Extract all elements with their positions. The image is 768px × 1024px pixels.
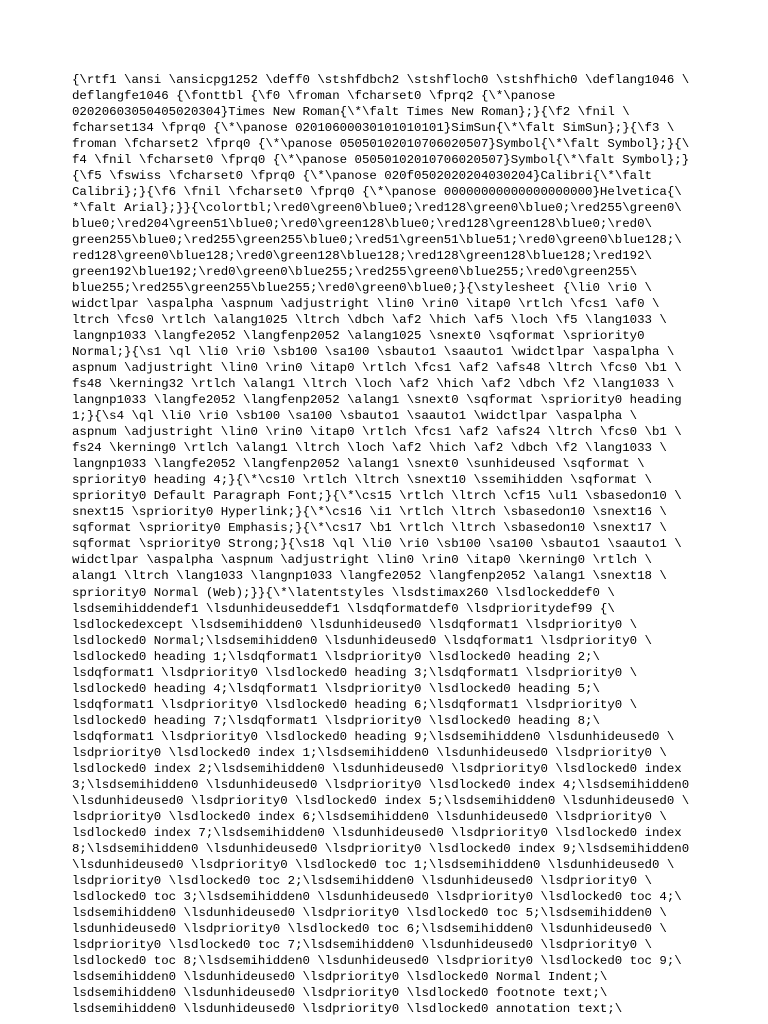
text-line: lsdlocked0 Normal;\lsdsemihidden0 \lsdunhideused0 \lsdqformat1 \lsdpriority0 \ [72, 633, 652, 648]
text-line: lsdlocked0 index 7;\lsdsemihidden0 \lsdunhideused0 \lsdpriority0 \lsdlocked0 index [72, 825, 682, 840]
text-line: aspnum \adjustright \lin0 \rin0 \itap0 \rtlch \fcs1 \af2 \afs48 \ltrch \fcs0 \b1 \ [72, 361, 682, 376]
text-line: lsdsemihidden0 \lsdunhideused0 \lsdpriority0 \lsdlocked0 footnote text;\ [72, 985, 608, 1000]
text-line: sqformat \spriority0 Strong;}{\s18 \ql \li0 \ri0 \sb100 \sa100 \sbauto1 \saauto1 \ [72, 537, 682, 552]
text-line: lsdlocked0 heading 7;\lsdqformat1 \lsdpriority0 \lsdlocked0 heading 8;\ [72, 713, 600, 728]
text-line: green255\blue0;\red255\green255\blue0;\red51\green51\blue51;\red0\green0\blue128;\ [72, 233, 682, 248]
text-line: lsdsemihidden0 \lsdunhideused0 \lsdpriority0 \lsdlocked0 Normal Indent;\ [72, 969, 608, 984]
text-line: \lsdunhideused0 \lsdpriority0 \lsdlocked0 toc 1;\lsdsemihidden0 \lsdunhideused0 \ [72, 857, 675, 872]
text-line: fs48 \kerning32 \rtlch \alang1 \ltrch \loch \af2 \hich \af2 \dbch \f2 \lang1033 \ [72, 377, 675, 392]
text-line: blue0;\red204\green51\blue0;\red0\green128\blue0;\red128\green128\blue0;\red0\ [72, 217, 652, 232]
text-line: 3;\lsdsemihidden0 \lsdunhideused0 \lsdpriority0 \lsdlocked0 index 4;\lsdsemihidden0 [72, 777, 690, 792]
rtf-source-text [72, 72, 768, 1017]
text-line: spriority0 heading 4;}{\*\cs10 \rtlch \ltrch \snext10 \ssemihidden \sqformat \ [72, 473, 652, 488]
text-line: lsdpriority0 \lsdlocked0 toc 7;\lsdsemihidden0 \lsdunhideused0 \lsdpriority0 \ [72, 937, 652, 952]
text-line: langnp1033 \langfe2052 \langfenp2052 \alang1 \snext0 \sqformat \spriority0 heading [72, 393, 682, 408]
text-line: lsdqformat1 \lsdpriority0 \lsdlocked0 heading 9;\lsdsemihidden0 \lsdunhideused0 \ [72, 729, 675, 744]
text-line: Calibri};}{\f6 \fnil \fcharset0 \fprq0 {\*\panose 00000000000000000000}Helvetica{\ [72, 185, 682, 200]
text-line: Normal;}{\s1 \ql \li0 \ri0 \sb100 \sa100 \sbauto1 \saauto1 \widctlpar \aspalpha \ [72, 345, 675, 360]
text-line: fs24 \kerning0 \rtlch \alang1 \ltrch \loch \af2 \hich \af2 \dbch \f2 \lang1033 \ [72, 441, 667, 456]
text-line: aspnum \adjustright \lin0 \rin0 \itap0 \rtlch \fcs1 \af2 \afs24 \ltrch \fcs0 \b1 \ [72, 425, 682, 440]
text-line: langnp1033 \langfe2052 \langfenp2052 \alang1025 \snext0 \sqformat \spriority0 [72, 329, 645, 344]
text-line: langnp1033 \langfe2052 \langfenp2052 \alang1 \snext0 \sunhideused \sqformat \ [72, 457, 645, 472]
text-line: 1;}{\s4 \ql \li0 \ri0 \sb100 \sa100 \sbauto1 \saauto1 \widctlpar \aspalpha \ [72, 409, 638, 424]
text-line: widctlpar \aspalpha \aspnum \adjustright \lin0 \rin0 \itap0 \rtlch \fcs1 \af0 \ [72, 297, 660, 312]
text-line: {\f5 \fswiss \fcharset0 \fprq0 {\*\panose 020f0502020204030204}Calibri{\*\falt [72, 169, 652, 184]
text-line: lsdqformat1 \lsdpriority0 \lsdlocked0 heading 6;\lsdqformat1 \lsdpriority0 \ [72, 697, 638, 712]
text-line: blue255;\red255\green255\blue255;\red0\green0\blue0;}{\stylesheet {\li0 \ri0 \ [72, 281, 652, 296]
text-line: {\rtf1 \ansi \ansicpg1252 \deff0 \stshfdbch2 \stshfloch0 \stshfhich0 \deflang1046 \ [72, 73, 690, 87]
text-line: lsdpriority0 \lsdlocked0 index 1;\lsdsemihidden0 \lsdunhideused0 \lsdpriority0 \ [72, 745, 667, 760]
text-line: 8;\lsdsemihidden0 \lsdunhideused0 \lsdpriority0 \lsdlocked0 index 9;\lsdsemihidden0 [72, 841, 690, 856]
text-line: sqformat \spriority0 Emphasis;}{\*\cs17 \b1 \rtlch \ltrch \sbasedon10 \snext17 \ [72, 521, 667, 536]
text-line: fcharset134 \fprq0 {\*\panose 02010600030101010101}SimSun{\*\falt SimSun};}{\f3 \ [72, 121, 675, 136]
text-line: lsdsemihiddendef1 \lsdunhideuseddef1 \lsdqformatdef0 \lsdprioritydef99 {\ [72, 601, 615, 616]
text-line: deflangfe1046 {\fonttbl {\f0 \froman \fcharset0 \fprq2 {\*\panose [72, 89, 556, 104]
text-line: 02020603050405020304}Times New Roman{\*\falt Times New Roman};}{\f2 \fnil \ [72, 105, 630, 120]
text-line: lsdsemihidden0 \lsdunhideused0 \lsdpriority0 \lsdlocked0 annotation text;\ [72, 1001, 623, 1016]
text-line: spriority0 Default Paragraph Font;}{\*\cs15 \rtlch \ltrch \cf15 \ul1 \sbasedon10 \ [72, 489, 682, 504]
text-line: lsdpriority0 \lsdlocked0 index 6;\lsdsemihidden0 \lsdunhideused0 \lsdpriority0 \ [72, 809, 667, 824]
text-line: froman \fcharset2 \fprq0 {\*\panose 05050102010706020507}Symbol{\*\falt Symbol};}{\ [72, 137, 690, 152]
text-line: lsdlocked0 heading 4;\lsdqformat1 \lsdpriority0 \lsdlocked0 heading 5;\ [72, 681, 600, 696]
text-line: \lsdunhideused0 \lsdpriority0 \lsdlocked0 index 5;\lsdsemihidden0 \lsdunhideused0 \ [72, 793, 690, 808]
text-line: spriority0 Normal (Web);}}{\*\latentstyles \lsdstimax260 \lsdlockeddef0 \ [72, 585, 615, 600]
text-line: alang1 \ltrch \lang1033 \langnp1033 \langfe2052 \langfenp2052 \alang1 \snext18 \ [72, 569, 667, 584]
text-line: snext15 \spriority0 Hyperlink;}{\*\cs16 \i1 \rtlch \ltrch \sbasedon10 \snext16 \ [72, 505, 667, 520]
text-line: lsdlockedexcept \lsdsemihidden0 \lsdunhideused0 \lsdqformat1 \lsdpriority0 \ [72, 617, 638, 632]
text-line: lsdlocked0 index 2;\lsdsemihidden0 \lsdunhideused0 \lsdpriority0 \lsdlocked0 index [72, 761, 682, 776]
text-line: red128\green0\blue128;\red0\green128\blue128;\red128\green128\blue128;\red192\ [72, 249, 652, 264]
text-line: lsdqformat1 \lsdpriority0 \lsdlocked0 heading 3;\lsdqformat1 \lsdpriority0 \ [72, 665, 638, 680]
text-line: *\falt Arial};}}{\colortbl;\red0\green0\blue0;\red128\green0\blue0;\red255\green0\ [72, 201, 682, 216]
text-line: green192\blue192;\red0\green0\blue255;\red255\green0\blue255;\red0\green255\ [72, 265, 638, 280]
text-line: ltrch \fcs0 \rtlch \alang1025 \ltrch \dbch \af2 \hich \af5 \loch \f5 \lang1033 \ [72, 313, 667, 328]
text-line: lsdunhideused0 \lsdpriority0 \lsdlocked0 toc 6;\lsdsemihidden0 \lsdunhideused0 \ [72, 921, 667, 936]
text-line: lsdlocked0 toc 3;\lsdsemihidden0 \lsdunhideused0 \lsdpriority0 \lsdlocked0 toc 4;\ [72, 889, 682, 904]
text-line: lsdpriority0 \lsdlocked0 toc 2;\lsdsemihidden0 \lsdunhideused0 \lsdpriority0 \ [72, 873, 652, 888]
text-line: lsdlocked0 heading 1;\lsdqformat1 \lsdpriority0 \lsdlocked0 heading 2;\ [72, 649, 600, 664]
text-line: lsdlocked0 toc 8;\lsdsemihidden0 \lsdunhideused0 \lsdpriority0 \lsdlocked0 toc 9;\ [72, 953, 682, 968]
text-line: lsdsemihidden0 \lsdunhideused0 \lsdpriority0 \lsdlocked0 toc 5;\lsdsemihidden0 \ [72, 905, 667, 920]
text-line: widctlpar \aspalpha \aspnum \adjustright \lin0 \rin0 \itap0 \kerning0 \rtlch \ [72, 553, 652, 568]
text-line: f4 \fnil \fcharset0 \fprq0 {\*\panose 05050102010706020507}Symbol{\*\falt Symbol};} [72, 153, 690, 168]
